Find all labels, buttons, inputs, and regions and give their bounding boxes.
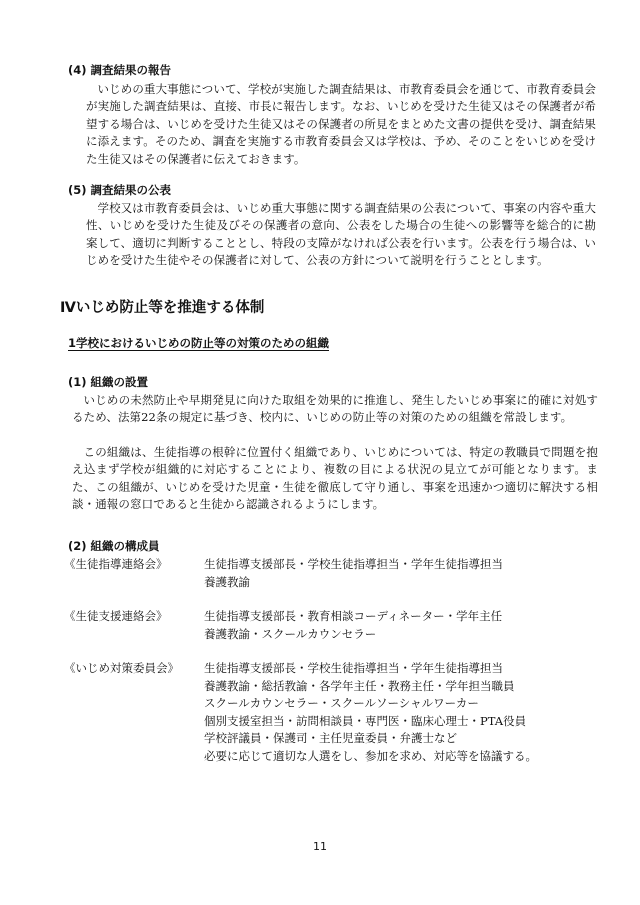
section-publication-body: 学校又は市教育委員会は、いじめ重大事態に関する調査結果の公表について、事案の内容や重大性、いじめを受けた生徒及びその保護者の意向、公表をした場合の生徒への影響等を総合的に勘案して、適切に判断することとし、特段の支障がなければ公表を行います。公表を行う場合は、いじめを受けた生徒やその保護者に対して、公表の方針について説明を行うこととします。 xyxy=(86,201,596,268)
committee-member-line: 生徒指導支援部長・学校生徒指導担当・学年生徒指導担当 xyxy=(204,661,503,675)
committee-member-line: スクールカウンセラー・スクールソーシャルワーカー xyxy=(204,696,479,711)
section-publication-title: (5) 調査結果の公表 xyxy=(68,183,172,197)
committee-member-line: 生徒指導支援部長・学校生徒指導担当・学年生徒指導担当 xyxy=(204,557,503,571)
committee-members xyxy=(204,660,537,766)
section-report-title: (4) 調査結果の報告 xyxy=(68,63,172,77)
subsection-title: 1学校におけるいじめの防止等の対策のための組織 xyxy=(68,336,329,350)
organization-setup-title: (1) 組織の設置 xyxy=(68,375,149,389)
committee-member-line: 学校評議員・保護司・主任児童委員・弁護士など xyxy=(204,731,457,746)
committee-member-line: 必要に応じて適切な人選をし、参加を求め、対応等を協議する。 xyxy=(204,748,538,763)
page-number: 11 xyxy=(313,840,327,853)
organization-setup-para-1: いじめの未然防止や早期発見に向けた取組を効果的に推進し、発生したいじめ事案に的確に対処するため、法第22条の規定に基づき、校内に、いじめの防止等の対策のための組織を常設します。 xyxy=(72,393,598,425)
committee-member-line: 養護教諭・総括教諭・各学年主任・教務主任・学年担当職員 xyxy=(204,678,515,693)
committee-members xyxy=(204,556,503,591)
committee-member-line: 養護教諭・スクールカウンセラー xyxy=(204,626,377,641)
committee-member-line: 個別支援室担当・訪問相談員・専門医・臨床心理士・PTA役員 xyxy=(204,713,527,728)
committee-members xyxy=(204,608,502,643)
committee-name: 《生徒支援連絡会》 xyxy=(64,609,168,623)
section-report-body: いじめの重大事態について、学校が実施した調査結果は、市教育委員会を通じて、市教育委員会が実施した調査結果は、直接、市長に報告します。なお、いじめを受けた生徒又はその保護者が希望する場合は、いじめを受けた生徒又はその保護者の所見をまとめた文書の提供を受け、調査結果に添えます。そのため、調査を実施する市教育委員会又は学校は、予め、そのことをいじめを受けた生徒又はその保護者に伝えておきます。 xyxy=(86,82,596,166)
organization-setup-para-2: この組織は、生徒指導の根幹に位置付く組織であり、いじめについては、特定の教職員で問題を抱え込まず学校が組織的に対応することにより、複数の目による状況の見立てが可能となります。また、この組織が、いじめを受けた児童・生徒を徹底して守り通し、事案を迅速かつ適切に解決する相談・通報の窓口であると生徒から認識されるようにします。 xyxy=(72,445,598,512)
chapter-title: Ⅳいじめ防止等を推進する体制 xyxy=(60,300,265,316)
committee-member-line: 生徒指導支援部長・教育相談コーディネーター・学年主任 xyxy=(204,609,503,623)
organization-members-title: (2) 組織の構成員 xyxy=(68,539,160,553)
committee-member-line: 養護教諭 xyxy=(204,574,250,589)
committee-name: 《いじめ対策委員会》 xyxy=(64,661,179,675)
committee-name: 《生徒指導連絡会》 xyxy=(64,557,168,571)
